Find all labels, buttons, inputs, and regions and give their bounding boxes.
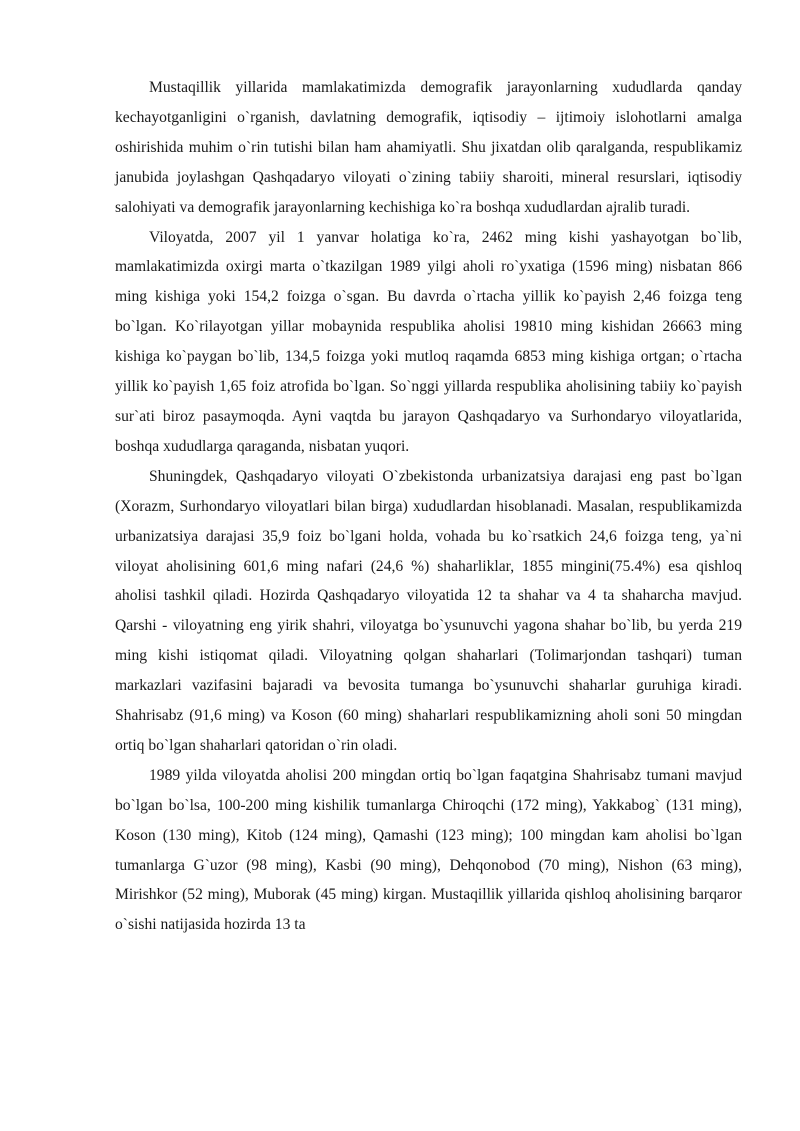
paragraph-3: Shuningdek, Qashqadaryo viloyati O`zbekistonda urbanizatsiya darajasi eng past bo`lgan (Xorazm, Surhondaryo viloyatlari bilan birga) xududlardan hisoblanadi. Masalan, respublikamizda urbanizatsiya darajasi 35,9 foiz bo`lgani holda, vohada bu ko`rsatkich 24,6 foizga teng, ya`ni viloyat aholisining 601,6 ming nafari (24,6 %) shaharliklar, 1855 mingini(75.4%) esa qishloq aholisi tashkil qiladi. Hozirda Qashqadaryo viloyatida 12 ta shahar va 4 ta shaharcha mavjud. Qarshi - viloyatning eng yirik shahri, viloyatga bo`ysunuvchi yagona shahar bo`lib, bu yerda 219 ming kishi istiqomat qiladi. Viloyatning qolgan shaharlari (Tolimarjondan tashqari) tuman markazlari vazifasini bajaradi va bevosita tumanga bo`ysunuvchi shaharlar guruhiga kiradi. Shahrisabz (91,6 ming) va Koson (60 ming) shaharlari respublikamizning aholi soni 50 mingdan ortiq bo`lgan shaharlari qatoridan o`rin oladi. [115, 467, 742, 754]
paragraph-4: 1989 yilda viloyatda aholisi 200 mingdan ortiq bo`lgan faqatgina Shahrisabz tumani mavjud bo`lgan bo`lsa, 100-200 ming kishilik tumanlarga Chiroqchi (172 ming), Yakkabog` (131 ming), Koson (130 ming), Kitob (124 ming), Qamashi (123 ming); 100 mingdan kam aholisi bo`lgan tumanlarga G`uzor (98 ming), Kasbi (90 ming), Dehqonobod (70 ming), Nishon (63 ming), Mirishkor (52 ming), Muborak (45 ming) kirgan. Mustaqillik yillarida qishloq aholisining barqaror o`sishi natijasida hozirda 13 ta [115, 766, 742, 934]
paragraph-1: Mustaqillik yillarida mamlakatimizda demografik jarayonlarning xududlarda qanday kechayotganligini o`rganish, davlatning demografik, iqtisodiy – ijtimoiy islohotlarni amalga oshirishida muhim o`rin tutishi bilan ham ahamiyatli. Shu jixatdan olib qaralganda, respublikamiz janubida joylashgan Qashqadaryo viloyati o`zining tabiiy sharoiti, mineral resurslari, iqtisodiy salohiyati va demografik jarayonlarning kechishiga ko`ra boshqa xududlardan ajralib turadi. [115, 79, 742, 216]
paragraph-2: Viloyatda, 2007 yil 1 yanvar holatiga ko`ra, 2462 ming kishi yashayotgan bo`lib, mamlakatimizda oxirgi marta o`tkazilgan 1989 yilgi aholi ro`yxatiga (1596 ming) nisbatan 866 ming kishiga yoki 154,2 foizga o`sgan. Bu davrda o`rtacha yillik ko`payish 2,46 foizga teng bo`lgan. Ko`rilayotgan yillar mobaynida respublika aholisi 19810 ming kishidan 26663 ming kishiga ko`paygan bo`lib, 134,5 foizga yoki mutloq raqamda 6853 ming kishiga ortgan; o`rtacha yillik ko`payish 1,65 foiz atrofida bo`lgan. So`nggi yillarda respublika aholisining tabiiy ko`payish sur`ati biroz pasaymoqda. Ayni vaqtda bu jarayon Qashqadaryo va Surhondaryo viloyatlarida, boshqa xududlarga qaraganda, nisbatan yuqori. [115, 228, 742, 455]
body-text [115, 73, 742, 940]
